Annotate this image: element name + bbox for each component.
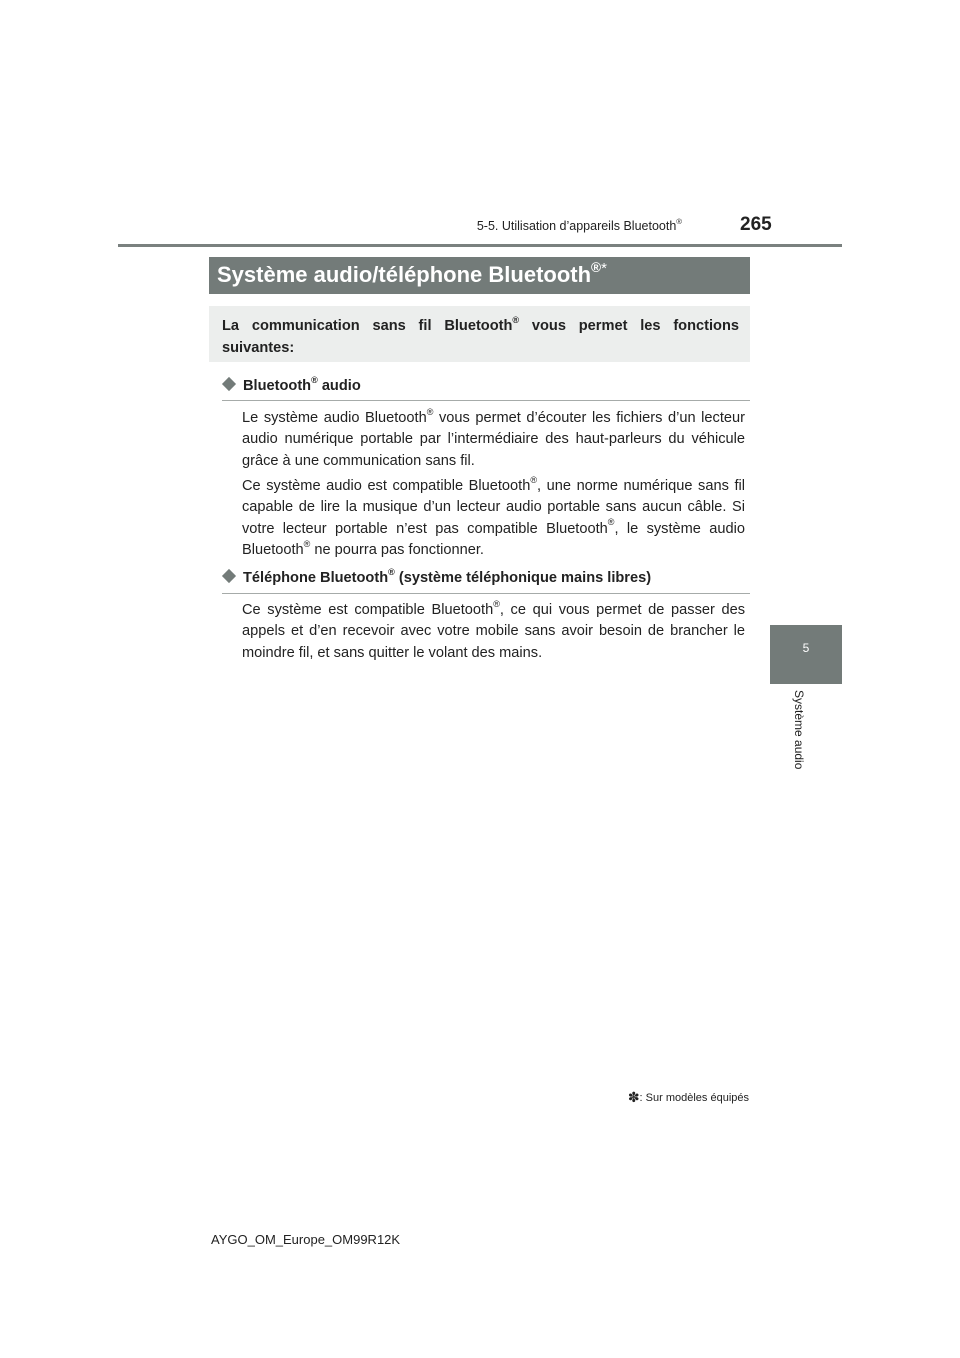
footnote: ✽: Sur modèles équipés: [627, 1089, 749, 1105]
paragraph: Ce système est compatible Bluetooth®, ce qui vous permet de passer des appels et d’en recevoir avec votre mobile sans avoir besoin de brancher le moindre fil, et sans quitter le volant des mains.: [242, 598, 745, 661]
intro-box: La communication sans fil Bluetooth® vous permet les fonctions suivantes:: [209, 306, 750, 362]
section-heading-bluetooth-audio: Bluetooth® audio: [222, 378, 750, 394]
section-divider: [222, 400, 750, 401]
paragraph: Ce système audio est compatible Bluetooth®, une norme numérique sans fil capable de lire la musique d’un lecteur audio portable sans aucun câble. Si votre lecteur portable n’est pas compatible Bluetooth®, le système audio Bluetooth® ne pourra pas fonctionner.: [242, 474, 745, 558]
diamond-bullet-icon: [222, 569, 236, 583]
diamond-bullet-icon: [222, 377, 236, 391]
document-id: AYGO_OM_Europe_OM99R12K: [211, 1232, 401, 1247]
chapter-number: 5: [802, 641, 810, 655]
header-divider: [118, 244, 842, 247]
chapter-label: Système audio: [792, 690, 806, 770]
section-divider: [222, 593, 750, 594]
paragraph: Le système audio Bluetooth® vous permet d’écouter les fichiers d’un lecteur audio numérique portable par l’intermédiaire des haut-parleurs du véhicule grâce à une communication sans fil.: [242, 406, 745, 469]
page-title: Système audio/téléphone Bluetooth®*: [209, 257, 750, 294]
page-number: 265: [740, 214, 772, 235]
running-header-section: 5-5. Utilisation d’appareils Bluetooth®: [476, 216, 682, 233]
asterisk-icon: ✽: [627, 1089, 640, 1105]
section-heading-bluetooth-phone: Téléphone Bluetooth® (système téléphonique mains libres): [222, 570, 750, 586]
chapter-tab: [770, 625, 842, 684]
